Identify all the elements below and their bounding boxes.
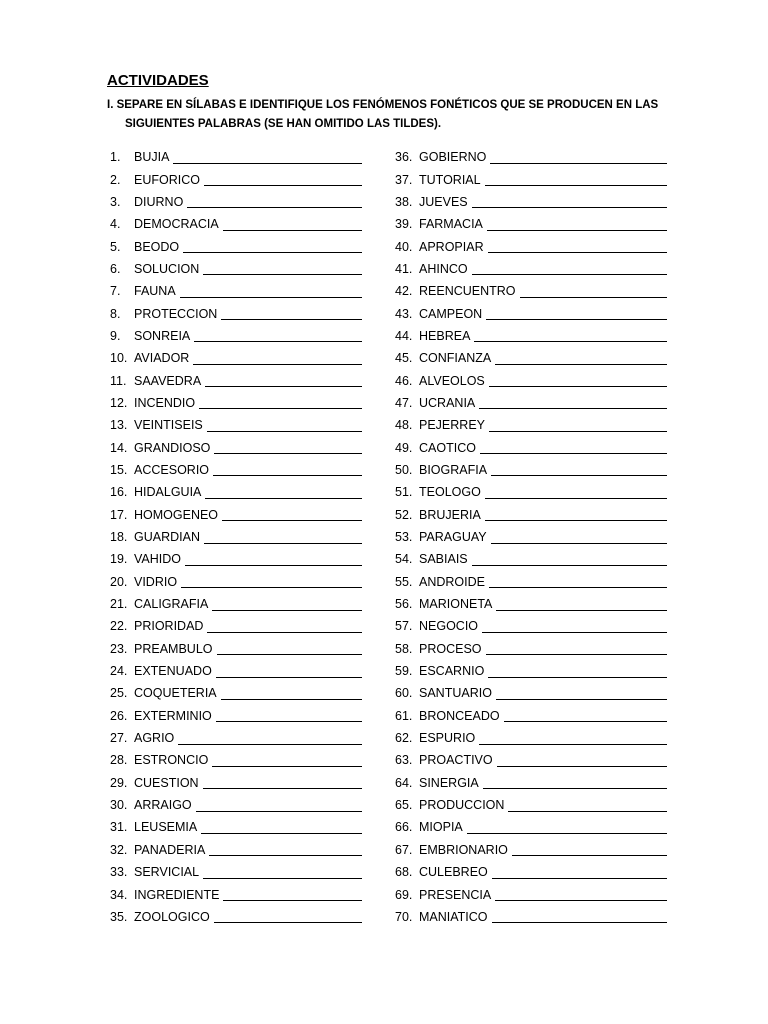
item-word: PEJERREY xyxy=(419,418,485,433)
word-item xyxy=(395,593,667,615)
word-item xyxy=(395,347,667,369)
answer-line[interactable] xyxy=(212,598,362,611)
item-word: APROPIAR xyxy=(419,239,484,254)
answer-line[interactable] xyxy=(209,843,362,856)
answer-line[interactable] xyxy=(479,732,667,745)
word-item xyxy=(110,615,362,637)
item-word: GRANDIOSO xyxy=(134,440,211,455)
item-number: 5. xyxy=(110,239,121,254)
item-number: 28. xyxy=(110,753,128,768)
item-word: BIOGRAFIA xyxy=(419,462,488,477)
item-number: 54. xyxy=(395,552,413,567)
item-word: UCRANIA xyxy=(419,395,476,410)
item-number: 61. xyxy=(395,708,413,723)
item-number: 9. xyxy=(110,328,121,343)
instructions xyxy=(107,96,697,134)
item-word: INGREDIENTE xyxy=(134,887,220,902)
word-item xyxy=(395,705,667,727)
item-number: 30. xyxy=(110,798,128,813)
word-item xyxy=(395,302,667,324)
word-item xyxy=(395,682,667,704)
answer-line[interactable] xyxy=(488,665,667,678)
item-word: TUTORIAL xyxy=(419,172,481,187)
answer-line[interactable] xyxy=(187,195,362,208)
item-number: 47. xyxy=(395,395,413,410)
item-word: BEODO xyxy=(134,239,180,254)
item-number: 51. xyxy=(395,485,413,500)
item-number: 15. xyxy=(110,462,128,477)
word-item xyxy=(110,459,362,481)
item-word: FAUNA xyxy=(134,284,176,299)
item-word: HEBREA xyxy=(419,328,471,343)
item-word: ZOOLOGICO xyxy=(134,909,210,924)
answer-line[interactable] xyxy=(520,285,667,298)
word-item xyxy=(395,392,667,414)
word-item xyxy=(395,146,667,168)
item-number: 66. xyxy=(395,820,413,835)
item-word: TEOLOGO xyxy=(419,485,481,500)
answer-line[interactable] xyxy=(181,575,362,588)
item-word: CAMPEON xyxy=(419,306,483,321)
item-number: 35. xyxy=(110,909,128,924)
item-word: PRIORIDAD xyxy=(134,619,204,634)
answer-line[interactable] xyxy=(204,531,362,544)
answer-line[interactable] xyxy=(201,821,362,834)
item-word: AHINCO xyxy=(419,261,468,276)
item-number: 7. xyxy=(110,284,121,299)
item-word: PREAMBULO xyxy=(134,641,213,656)
item-word: PROCESO xyxy=(419,641,482,656)
answer-line[interactable] xyxy=(216,709,362,722)
word-item xyxy=(395,548,667,570)
item-number: 8. xyxy=(110,306,121,321)
answer-line[interactable] xyxy=(491,531,667,544)
item-word: ACCESORIO xyxy=(134,462,210,477)
answer-line[interactable] xyxy=(492,910,667,923)
item-word: EXTENUADO xyxy=(134,664,212,679)
word-item xyxy=(395,906,667,928)
item-word: MARIONETA xyxy=(419,597,493,612)
word-item xyxy=(395,168,667,190)
item-number: 57. xyxy=(395,619,413,634)
item-word: VEINTISEIS xyxy=(134,418,203,433)
word-item xyxy=(110,302,362,324)
item-word: CALIGRAFIA xyxy=(134,597,209,612)
word-item xyxy=(110,280,362,302)
word-item xyxy=(395,727,667,749)
item-word: DEMOCRACIA xyxy=(134,217,219,232)
item-number: 16. xyxy=(110,485,128,500)
word-item xyxy=(395,772,667,794)
item-number: 50. xyxy=(395,462,413,477)
item-word: PROTECCION xyxy=(134,306,218,321)
word-item xyxy=(110,191,362,213)
item-number: 44. xyxy=(395,328,413,343)
item-number: 56. xyxy=(395,597,413,612)
answer-line[interactable] xyxy=(180,285,362,298)
item-number: 55. xyxy=(395,574,413,589)
answer-line[interactable] xyxy=(489,374,667,387)
item-word: EUFORICO xyxy=(134,172,200,187)
word-item xyxy=(110,235,362,257)
word-item xyxy=(110,816,362,838)
answer-line[interactable] xyxy=(485,486,667,499)
item-number: 36. xyxy=(395,150,413,165)
item-word: SONREIA xyxy=(134,328,191,343)
item-word: CONFIANZA xyxy=(419,351,492,366)
item-word: MANIATICO xyxy=(419,909,488,924)
answer-line[interactable] xyxy=(213,463,362,476)
answer-line[interactable] xyxy=(492,866,667,879)
word-item xyxy=(110,258,362,280)
word-item xyxy=(395,213,667,235)
answer-line[interactable] xyxy=(196,799,362,812)
item-number: 23. xyxy=(110,641,128,656)
word-item xyxy=(395,861,667,883)
word-item xyxy=(110,727,362,749)
answer-line[interactable] xyxy=(214,441,362,454)
answer-line[interactable] xyxy=(485,173,667,186)
word-item xyxy=(110,660,362,682)
item-word: ESCARNIO xyxy=(419,664,485,679)
item-number: 4. xyxy=(110,217,121,232)
item-number: 13. xyxy=(110,418,128,433)
word-item xyxy=(395,660,667,682)
answer-line[interactable] xyxy=(221,687,362,700)
answer-line[interactable] xyxy=(495,352,667,365)
item-number: 18. xyxy=(110,530,128,545)
word-item xyxy=(395,749,667,771)
item-number: 14. xyxy=(110,440,128,455)
word-item xyxy=(110,638,362,660)
word-item xyxy=(395,235,667,257)
item-word: ARRAIGO xyxy=(134,798,192,813)
item-word: PARAGUAY xyxy=(419,530,487,545)
item-word: ANDROIDE xyxy=(419,574,485,589)
answer-line[interactable] xyxy=(217,642,363,655)
item-word: MIOPIA xyxy=(419,820,463,835)
item-word: SAAVEDRA xyxy=(134,373,202,388)
item-number: 39. xyxy=(395,217,413,232)
item-word: SOLUCION xyxy=(134,261,200,276)
item-word: NEGOCIO xyxy=(419,619,479,634)
item-number: 43. xyxy=(395,306,413,321)
answer-line[interactable] xyxy=(203,776,362,789)
answer-line[interactable] xyxy=(474,329,667,342)
answer-line[interactable] xyxy=(512,843,667,856)
word-item xyxy=(110,593,362,615)
word-item xyxy=(395,571,667,593)
item-number: 53. xyxy=(395,530,413,545)
word-item xyxy=(395,638,667,660)
item-number: 17. xyxy=(110,507,128,522)
answer-line[interactable] xyxy=(486,307,667,320)
answer-line[interactable] xyxy=(212,754,362,767)
item-word: BRONCEADO xyxy=(419,708,500,723)
item-number: 64. xyxy=(395,775,413,790)
instruction-line-2: SIGUIENTES PALABRAS (SE HAN OMITIDO LAS TILDES). xyxy=(125,118,442,130)
word-item xyxy=(110,325,362,347)
word-item xyxy=(395,191,667,213)
item-number: 69. xyxy=(395,887,413,902)
item-number: 63. xyxy=(395,753,413,768)
item-number: 26. xyxy=(110,708,128,723)
word-item xyxy=(110,906,362,928)
answer-line[interactable] xyxy=(216,665,362,678)
item-number: 1. xyxy=(110,150,121,165)
item-word: REENCUENTRO xyxy=(419,284,516,299)
answer-line[interactable] xyxy=(483,776,667,789)
answer-line[interactable] xyxy=(194,329,362,342)
answer-line[interactable] xyxy=(221,307,362,320)
answer-line[interactable] xyxy=(205,486,362,499)
word-item xyxy=(395,369,667,391)
item-number: 33. xyxy=(110,865,128,880)
item-word: LEUSEMIA xyxy=(134,820,198,835)
word-item xyxy=(110,146,362,168)
word-item xyxy=(110,839,362,861)
item-number: 67. xyxy=(395,842,413,857)
answer-line[interactable] xyxy=(497,754,667,767)
item-number: 65. xyxy=(395,798,413,813)
answer-line[interactable] xyxy=(204,173,362,186)
word-item xyxy=(110,571,362,593)
item-word: CUESTION xyxy=(134,775,199,790)
item-word: SINERGIA xyxy=(419,775,479,790)
answer-line[interactable] xyxy=(178,732,362,745)
answer-line[interactable] xyxy=(496,687,667,700)
word-item xyxy=(110,213,362,235)
word-item xyxy=(110,414,362,436)
word-item xyxy=(395,794,667,816)
item-word: SERVICIAL xyxy=(134,865,200,880)
item-number: 68. xyxy=(395,865,413,880)
item-word: BRUJERIA xyxy=(419,507,481,522)
item-number: 19. xyxy=(110,552,128,567)
answer-line[interactable] xyxy=(480,441,667,454)
item-number: 31. xyxy=(110,820,128,835)
word-item xyxy=(110,883,362,905)
item-number: 11. xyxy=(110,373,127,388)
item-number: 6. xyxy=(110,261,121,276)
answer-line[interactable] xyxy=(467,821,667,834)
answer-line[interactable] xyxy=(490,151,667,164)
answer-line[interactable] xyxy=(485,508,667,521)
answer-line[interactable] xyxy=(185,553,362,566)
item-word: JUEVES xyxy=(419,194,468,209)
item-word: GOBIERNO xyxy=(419,150,487,165)
answer-line[interactable] xyxy=(486,642,667,655)
item-word: AVIADOR xyxy=(134,351,190,366)
answer-line[interactable] xyxy=(222,508,362,521)
answer-line[interactable] xyxy=(504,709,667,722)
item-word: FARMACIA xyxy=(419,217,483,232)
item-number: 41. xyxy=(395,261,413,276)
item-word: DIURNO xyxy=(134,194,184,209)
word-item xyxy=(395,883,667,905)
item-word: BUJIA xyxy=(134,150,170,165)
item-number: 20. xyxy=(110,574,128,589)
item-word: COQUETERIA xyxy=(134,686,217,701)
word-item xyxy=(395,280,667,302)
item-word: PRODUCCION xyxy=(419,798,505,813)
answer-line[interactable] xyxy=(489,575,667,588)
answer-line[interactable] xyxy=(223,888,362,901)
word-item xyxy=(395,615,667,637)
item-word: HOMOGENEO xyxy=(134,507,219,522)
word-item xyxy=(110,504,362,526)
item-number: 27. xyxy=(110,731,128,746)
answer-line[interactable] xyxy=(193,352,362,365)
word-item xyxy=(110,548,362,570)
item-word: CAOTICO xyxy=(419,440,476,455)
item-word: HIDALGUIA xyxy=(134,485,202,500)
item-word: EXTERMINIO xyxy=(134,708,212,723)
item-word: PROACTIVO xyxy=(419,753,493,768)
word-item xyxy=(395,481,667,503)
word-item xyxy=(395,816,667,838)
item-number: 60. xyxy=(395,686,413,701)
item-word: CULEBREO xyxy=(419,865,488,880)
item-word: VAHIDO xyxy=(134,552,181,567)
item-number: 70. xyxy=(395,909,413,924)
answer-line[interactable] xyxy=(489,419,667,432)
word-item xyxy=(110,392,362,414)
word-item xyxy=(110,168,362,190)
word-item xyxy=(110,682,362,704)
answer-line[interactable] xyxy=(223,218,362,231)
item-number: 58. xyxy=(395,641,413,656)
item-word: PANADERIA xyxy=(134,842,206,857)
item-number: 59. xyxy=(395,664,413,679)
answer-line[interactable] xyxy=(496,598,667,611)
item-word: VIDRIO xyxy=(134,574,178,589)
word-item xyxy=(110,861,362,883)
answer-line[interactable] xyxy=(214,910,362,923)
item-number: 40. xyxy=(395,239,413,254)
item-number: 22. xyxy=(110,619,128,634)
item-number: 46. xyxy=(395,373,413,388)
word-item xyxy=(110,369,362,391)
item-number: 62. xyxy=(395,731,413,746)
answer-line[interactable] xyxy=(508,799,667,812)
item-number: 12. xyxy=(110,395,128,410)
word-item xyxy=(395,414,667,436)
item-word: ESTRONCIO xyxy=(134,753,209,768)
item-number: 25. xyxy=(110,686,128,701)
item-number: 38. xyxy=(395,194,413,209)
word-item xyxy=(110,794,362,816)
item-number: 29. xyxy=(110,775,128,790)
item-word: ESPURIO xyxy=(419,731,476,746)
answer-line[interactable] xyxy=(205,374,362,387)
word-item xyxy=(110,705,362,727)
answer-line[interactable] xyxy=(472,553,667,566)
item-number: 34. xyxy=(110,887,128,902)
item-number: 45. xyxy=(395,351,413,366)
item-number: 32. xyxy=(110,842,128,857)
answer-line[interactable] xyxy=(472,262,667,275)
answer-line[interactable] xyxy=(482,620,667,633)
item-number: 52. xyxy=(395,507,413,522)
word-item xyxy=(110,436,362,458)
item-number: 10. xyxy=(110,351,128,366)
item-number: 37. xyxy=(395,172,413,187)
item-word: AGRIO xyxy=(134,731,175,746)
answer-line[interactable] xyxy=(183,240,362,253)
answer-line[interactable] xyxy=(207,620,362,633)
answer-line[interactable] xyxy=(203,866,362,879)
instruction-line-1: I. SEPARE EN SÍLABAS E IDENTIFIQUE LOS FENÓMENOS FONÉTICOS QUE SE PRODUCEN EN LAS xyxy=(107,99,659,111)
word-column-right xyxy=(395,146,667,928)
item-word: ALVEOLOS xyxy=(419,373,485,388)
item-word: EMBRIONARIO xyxy=(419,842,508,857)
answer-line[interactable] xyxy=(487,218,667,231)
item-word: GUARDIAN xyxy=(134,530,200,545)
answer-line[interactable] xyxy=(173,151,362,164)
word-item xyxy=(110,347,362,369)
answer-line[interactable] xyxy=(207,419,362,432)
item-number: 42. xyxy=(395,284,413,299)
item-word: INCENDIO xyxy=(134,395,196,410)
item-word: SABIAIS xyxy=(419,552,468,567)
item-number: 24. xyxy=(110,664,128,679)
word-item xyxy=(395,258,667,280)
answer-line[interactable] xyxy=(491,463,667,476)
word-item xyxy=(395,436,667,458)
item-number: 21. xyxy=(110,597,128,612)
item-word: SANTUARIO xyxy=(419,686,492,701)
word-item xyxy=(110,481,362,503)
word-item xyxy=(395,504,667,526)
word-item xyxy=(395,325,667,347)
word-item xyxy=(110,749,362,771)
answer-line[interactable] xyxy=(472,195,667,208)
word-item xyxy=(110,772,362,794)
answer-line[interactable] xyxy=(495,888,667,901)
item-word: PRESENCIA xyxy=(419,887,492,902)
item-number: 49. xyxy=(395,440,413,455)
answer-line[interactable] xyxy=(479,396,667,409)
word-item xyxy=(110,526,362,548)
item-number: 2. xyxy=(110,172,121,187)
answer-line[interactable] xyxy=(488,240,667,253)
answer-line[interactable] xyxy=(199,396,362,409)
word-item xyxy=(395,526,667,548)
word-item xyxy=(395,839,667,861)
word-column-left xyxy=(110,146,362,928)
item-number: 3. xyxy=(110,194,121,209)
answer-line[interactable] xyxy=(203,262,362,275)
item-number: 48. xyxy=(395,418,413,433)
word-item xyxy=(395,459,667,481)
page-title: ACTIVIDADES xyxy=(107,72,209,89)
